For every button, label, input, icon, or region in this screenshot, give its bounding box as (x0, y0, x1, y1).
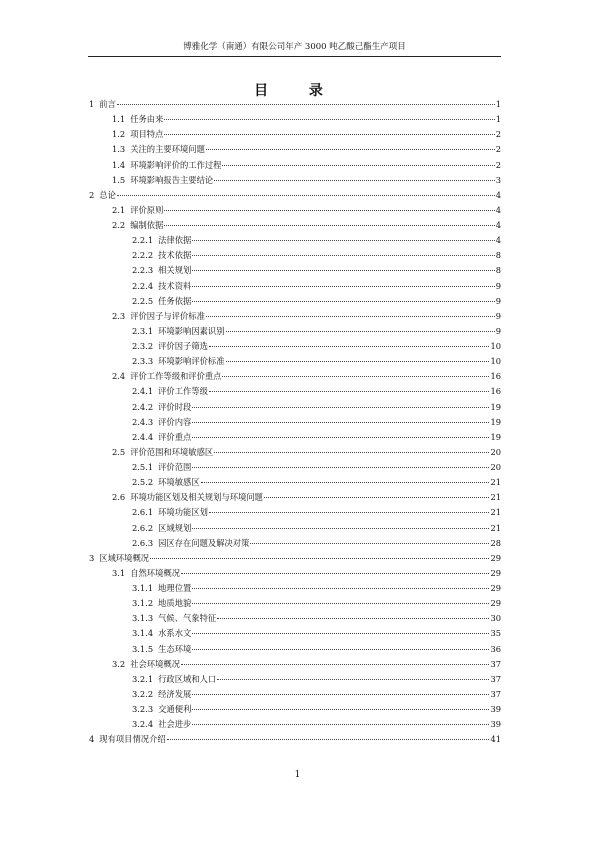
toc-entry-number: 2 (89, 189, 95, 200)
toc-dot-leader (209, 391, 490, 392)
toc-entry-page: 9 (495, 310, 501, 321)
toc-entry-number: 2.6.2 (132, 522, 154, 533)
toc-entry-number: 3.2.1 (132, 673, 154, 684)
toc-entry-number: 1.3 (112, 144, 126, 155)
toc-entry[interactable] (89, 203, 501, 218)
toc-dot-leader (226, 361, 490, 362)
toc-dot-leader (164, 134, 494, 135)
toc-entry-number: 2.6 (112, 492, 126, 503)
page-header (88, 40, 501, 57)
toc-entry-number: 2.1 (112, 204, 126, 215)
toc-dot-leader (206, 149, 495, 150)
toc-dot-leader (181, 664, 489, 665)
toc-entry-label: 评价原则 (130, 204, 164, 215)
toc-entry-number: 2.2 (112, 220, 126, 230)
toc-entry-page: 19 (490, 431, 501, 442)
toc-dot-leader (117, 104, 495, 105)
toc-entry-label: 地理位置 (158, 583, 192, 593)
toc-entry-page: 21 (490, 477, 501, 488)
toc-dot-leader (206, 316, 495, 317)
toc-entry[interactable] (89, 611, 501, 626)
toc-entry-label: 自然环境概况 (130, 567, 180, 578)
toc-entry-page: 29 (490, 552, 501, 563)
toc-entry-label: 环境影响评价标准 (158, 356, 225, 367)
toc-entry[interactable] (89, 460, 501, 475)
toc-dot-leader (209, 512, 490, 513)
toc-entry-label: 评价工作等级和评价重点 (130, 371, 222, 382)
toc-entry-label: 区域环境概况 (99, 552, 150, 563)
toc-entry-label: 环境影响评价的工作过程 (130, 159, 222, 170)
toc-entry[interactable] (89, 369, 501, 384)
toc-entry[interactable] (89, 596, 501, 611)
toc-dot-leader (222, 376, 489, 377)
toc-dot-leader (192, 694, 489, 695)
toc-entry-number: 2.5.2 (132, 477, 154, 488)
toc-entry-page: 1 (495, 99, 501, 109)
toc-entry-label: 社会进步 (158, 719, 192, 730)
toc-dot-leader (192, 270, 494, 271)
toc-entry-label: 经济发展 (158, 688, 192, 699)
toc-dot-leader (192, 528, 489, 529)
toc-dot-leader (192, 588, 489, 589)
toc-entry-page: 1 (495, 114, 501, 125)
toc-entry[interactable] (89, 233, 501, 248)
toc-entry-page: 36 (490, 643, 501, 654)
toc-entry[interactable] (89, 475, 501, 490)
toc-entry-number: 3.2.4 (132, 719, 154, 730)
toc-dot-leader (117, 195, 495, 196)
toc-dot-leader (250, 543, 489, 544)
toc-entry-page: 10 (490, 356, 501, 367)
toc-dot-leader (164, 225, 494, 226)
toc-entry[interactable] (89, 263, 501, 278)
toc-entry-label: 评价范围 (158, 462, 192, 472)
toc-entry-label: 评价重点 (158, 431, 192, 442)
toc-entry-page: 19 (490, 416, 501, 427)
toc-entry-number: 4 (89, 734, 95, 745)
toc-entry-page: 4 (495, 204, 501, 215)
toc-entry-label: 现有项目情况介绍 (99, 734, 166, 745)
toc-entry-page: 4 (495, 235, 501, 246)
table-of-contents (89, 97, 501, 747)
toc-entry-label: 任务由来 (130, 114, 164, 125)
toc-entry-label: 技术依据 (158, 250, 192, 261)
toc-entry[interactable] (89, 672, 501, 687)
toc-dot-leader (192, 255, 494, 256)
toc-dot-leader (217, 679, 489, 680)
toc-entry-label: 水系水文 (158, 628, 192, 639)
toc-entry-label: 行政区域和人口 (158, 673, 217, 684)
toc-entry-label: 前言 (99, 99, 116, 109)
toc-entry[interactable] (89, 521, 501, 536)
toc-entry-number: 3.1 (112, 567, 126, 578)
toc-dot-leader (192, 407, 489, 408)
toc-entry[interactable] (89, 657, 501, 672)
toc-entry-page: 19 (490, 401, 501, 412)
toc-entry[interactable] (89, 505, 501, 520)
toc-entry-label: 评价时段 (158, 401, 192, 412)
toc-dot-leader (167, 739, 490, 740)
toc-entry-page: 21 (490, 507, 501, 518)
toc-entry-label: 生态环境 (158, 643, 192, 654)
toc-entry-number: 2.3.2 (132, 341, 154, 351)
toc-entry-page: 29 (490, 583, 501, 593)
toc-entry-page: 30 (490, 613, 501, 624)
toc-entry-label: 园区存在问题及解决对策 (158, 537, 250, 548)
toc-entry-page: 39 (490, 719, 501, 730)
toc-entry-page: 41 (490, 734, 501, 745)
toc-entry-number: 2.4.2 (132, 401, 154, 412)
toc-dot-leader (164, 210, 494, 211)
toc-entry-page: 2 (495, 129, 501, 140)
toc-entry-page: 10 (490, 341, 501, 351)
toc-dot-leader (192, 422, 489, 423)
toc-entry[interactable] (89, 687, 501, 702)
toc-entry-number: 3 (89, 552, 95, 563)
toc-entry-number: 3.1.2 (132, 598, 154, 609)
toc-entry-number: 2.2.2 (132, 250, 154, 261)
toc-entry[interactable] (89, 248, 501, 263)
toc-entry[interactable] (89, 445, 501, 460)
toc-entry-label: 交通便利 (158, 704, 192, 714)
toc-entry-label: 环境影响报告主要结论 (130, 174, 214, 185)
toc-entry-page: 3 (495, 174, 501, 185)
toc-entry-label: 评价范围和环境敏感区 (130, 446, 214, 457)
toc-entry-page: 20 (490, 446, 501, 457)
toc-entry-page: 4 (495, 189, 501, 200)
toc-entry[interactable] (89, 702, 501, 717)
toc-entry[interactable] (89, 581, 501, 596)
toc-entry-page: 9 (495, 280, 501, 291)
toc-entry-number: 2.2.4 (132, 280, 154, 291)
header-title: 博雅化学（南通）有限公司年产 3000 吨乙酸己酯生产项目 (183, 42, 406, 52)
toc-dot-leader (264, 497, 489, 498)
toc-dot-leader (192, 603, 489, 604)
toc-entry[interactable] (89, 490, 501, 505)
toc-entry-page: 35 (490, 628, 501, 639)
toc-entry[interactable] (89, 732, 501, 747)
toc-entry-label: 社会环境概况 (130, 658, 180, 669)
toc-entry-label: 环境功能区划 (158, 507, 208, 518)
toc-entry-page: 16 (490, 386, 501, 397)
toc-dot-leader (192, 649, 489, 650)
page-number: 1 (294, 770, 301, 780)
toc-dot-leader (214, 452, 489, 453)
toc-entry[interactable] (89, 173, 501, 188)
toc-dot-leader (226, 331, 495, 332)
toc-entry-page: 37 (490, 658, 501, 669)
toc-dot-leader (192, 240, 494, 241)
toc-entry-page: 9 (495, 295, 501, 306)
toc-entry-number: 3.2.3 (132, 704, 154, 714)
toc-entry-label: 评价因子筛选 (158, 341, 208, 351)
toc-entry-number: 2.4.3 (132, 416, 154, 427)
toc-entry-number: 3.2 (112, 658, 126, 669)
toc-entry-number: 2.4 (112, 371, 126, 382)
toc-entry-number: 2.5 (112, 446, 126, 457)
toc-entry[interactable] (89, 626, 501, 641)
toc-entry[interactable] (89, 142, 501, 157)
toc-entry[interactable] (89, 279, 501, 294)
toc-entry-number: 2.2.5 (132, 295, 154, 306)
toc-entry-label: 技术资料 (158, 280, 192, 291)
toc-dot-leader (192, 633, 489, 634)
toc-entry[interactable] (89, 158, 501, 173)
toc-dot-leader (192, 709, 489, 710)
toc-entry-number: 2.2.1 (132, 235, 154, 246)
toc-entry-number: 2.5.1 (132, 462, 154, 472)
toc-entry-page: 21 (490, 522, 501, 533)
toc-entry-number: 2.3 (112, 310, 126, 321)
toc-entry-label: 总论 (99, 189, 116, 200)
toc-entry[interactable] (89, 384, 501, 399)
toc-entry-page: 29 (490, 598, 501, 609)
toc-entry-number: 2.3.1 (132, 325, 154, 336)
toc-entry-page: 9 (495, 325, 501, 336)
toc-dot-leader (214, 180, 495, 181)
toc-entry-label: 环境影响因素识别 (158, 325, 225, 336)
toc-entry-page: 8 (495, 250, 501, 261)
toc-entry[interactable] (89, 642, 501, 657)
toc-entry-number: 1.5 (112, 174, 126, 185)
toc-entry-page: 2 (495, 159, 501, 170)
toc-entry-number: 1.2 (112, 129, 126, 140)
toc-dot-leader (181, 573, 489, 574)
toc-entry-label: 评价内容 (158, 416, 192, 427)
toc-entry-number: 1.4 (112, 159, 126, 170)
toc-dot-leader (201, 482, 490, 483)
toc-entry[interactable] (89, 112, 501, 127)
toc-entry-label: 法律依据 (158, 235, 192, 246)
toc-entry-label: 项目特点 (130, 129, 164, 140)
toc-entry[interactable] (89, 339, 501, 354)
toc-entry[interactable] (89, 354, 501, 369)
toc-entry-label: 气候、气象特征 (158, 613, 217, 624)
toc-entry-page: 21 (490, 492, 501, 503)
toc-entry-number: 3.1.1 (132, 583, 154, 593)
toc-entry-label: 任务依据 (158, 295, 192, 306)
toc-entry-number: 3.1.5 (132, 643, 154, 654)
toc-title: 目 录 (254, 83, 341, 99)
toc-entry[interactable] (89, 415, 501, 430)
toc-entry-number: 2.6.1 (132, 507, 154, 518)
toc-entry-page: 39 (490, 704, 501, 714)
toc-entry-page: 8 (495, 265, 501, 276)
toc-entry-number: 2.4.4 (132, 431, 154, 442)
toc-dot-leader (192, 286, 494, 287)
toc-entry-number: 1 (89, 99, 95, 109)
toc-entry[interactable] (89, 400, 501, 415)
toc-dot-leader (217, 618, 489, 619)
toc-dot-leader (150, 558, 489, 559)
toc-entry-label: 地质地貌 (158, 598, 192, 609)
toc-entry-label: 区域规划 (158, 522, 192, 533)
toc-entry-page: 20 (490, 462, 501, 472)
toc-entry[interactable] (89, 97, 501, 112)
toc-entry-number: 3.1.4 (132, 628, 154, 639)
toc-dot-leader (192, 437, 489, 438)
toc-entry-label: 关注的主要环境问题 (130, 144, 205, 155)
toc-dot-leader (209, 346, 490, 347)
toc-entry-label: 环境功能区划及相关规划与环境问题 (130, 492, 263, 503)
toc-entry[interactable] (89, 717, 501, 732)
toc-entry-page: 37 (490, 688, 501, 699)
toc-entry-label: 编制依据 (130, 220, 164, 230)
toc-entry-page: 16 (490, 371, 501, 382)
toc-entry-page: 28 (490, 537, 501, 548)
toc-entry-page: 37 (490, 673, 501, 684)
toc-entry-page: 29 (490, 567, 501, 578)
toc-entry[interactable] (89, 309, 501, 324)
toc-entry-number: 3.1.3 (132, 613, 154, 624)
toc-entry-page: 2 (495, 144, 501, 155)
toc-entry-label: 相关规划 (158, 265, 192, 276)
toc-entry-page: 4 (495, 220, 501, 230)
toc-entry[interactable] (89, 294, 501, 309)
toc-dot-leader (192, 467, 489, 468)
toc-entry[interactable] (89, 188, 501, 203)
toc-entry[interactable] (89, 324, 501, 339)
toc-dot-leader (164, 119, 494, 120)
toc-entry-label: 环境敏感区 (158, 477, 200, 488)
toc-entry-label: 评价工作等级 (158, 386, 208, 397)
toc-dot-leader (192, 724, 489, 725)
toc-entry[interactable] (89, 127, 501, 142)
toc-entry-number: 2.2.3 (132, 265, 154, 276)
toc-entry-number: 2.6.3 (132, 537, 154, 548)
toc-entry-number: 1.1 (112, 114, 126, 125)
toc-entry-label: 评价因子与评价标准 (130, 310, 205, 321)
toc-entry[interactable] (89, 218, 501, 233)
toc-entry-number: 2.3.3 (132, 356, 154, 367)
toc-dot-leader (192, 301, 494, 302)
toc-dot-leader (222, 165, 494, 166)
toc-entry[interactable] (89, 430, 501, 445)
toc-entry-number: 2.4.1 (132, 386, 154, 397)
toc-entry-number: 3.2.2 (132, 688, 154, 699)
toc-entry[interactable] (89, 551, 501, 566)
toc-entry[interactable] (89, 566, 501, 581)
toc-entry[interactable] (89, 536, 501, 551)
